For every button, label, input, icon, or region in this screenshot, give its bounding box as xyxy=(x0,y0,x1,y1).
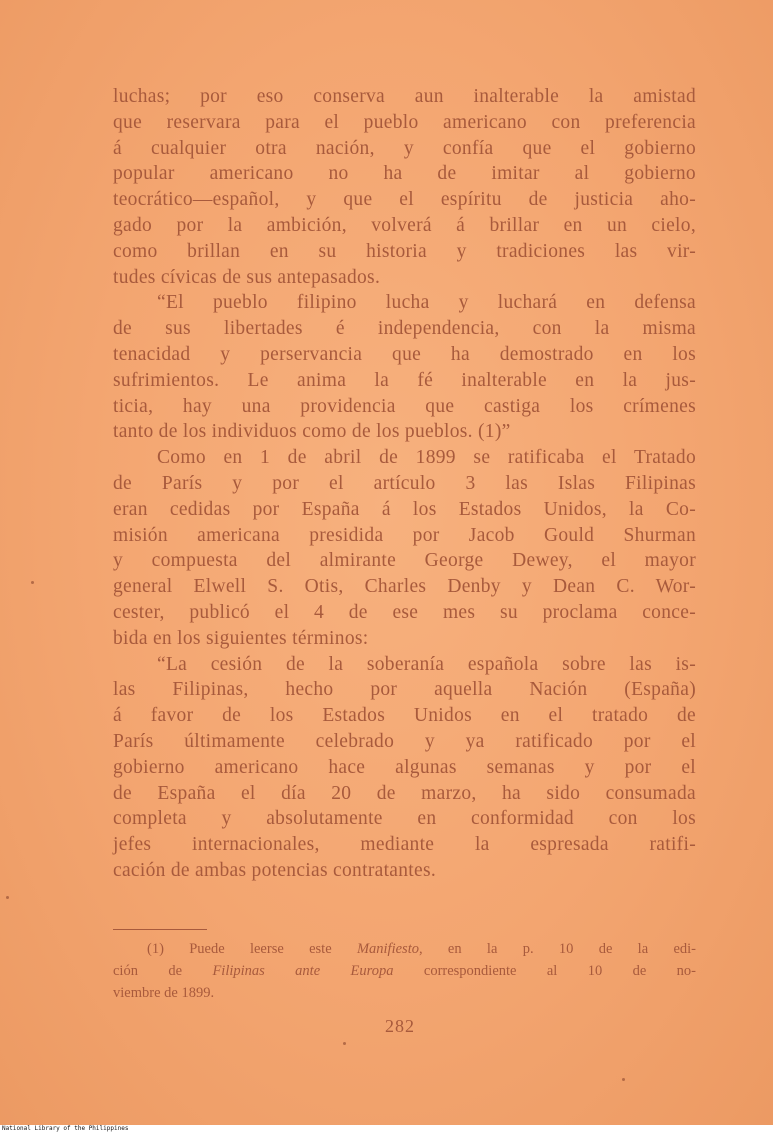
footnote-text: , en la p. 10 de la edi- xyxy=(418,941,697,957)
footnote-line: viembre de 1899. xyxy=(113,985,215,1001)
text-line: jefes internacionales, mediante la espresada ratifi- xyxy=(113,834,696,856)
footnote-line xyxy=(113,960,696,982)
page-number: 282 xyxy=(385,1016,415,1036)
scan-speck xyxy=(31,581,34,584)
text-line: tenacidad y perservancia que ha demostrado en los xyxy=(113,343,696,365)
text-line: sufrimientos. Le anima la fé inalterable en la jus- xyxy=(113,369,696,391)
body-text xyxy=(113,84,696,884)
text-line: bida en los siguientes términos: xyxy=(113,627,369,649)
text-line: completa y absolutamente en conformidad con los xyxy=(113,808,696,830)
library-watermark: National Library of the Philippines xyxy=(2,1125,129,1132)
paragraph-2 xyxy=(113,290,696,445)
paragraph-4 xyxy=(113,652,696,884)
footnote-italic-title: Manifiesto xyxy=(356,941,419,957)
scan-speck xyxy=(6,896,9,899)
text-line: de París y por el artículo 3 las Islas Filipinas xyxy=(113,472,696,494)
footnote-line xyxy=(113,938,696,960)
footnote-text: (1) Puede leerse este xyxy=(147,941,332,957)
text-line: gado por la ambición, volverá á brillar en un cielo, xyxy=(113,214,696,236)
text-line: las Filipinas, hecho por aquella Nación (España) xyxy=(113,679,696,701)
text-line: gobierno americano hace algunas semanas y por el xyxy=(113,756,696,778)
text-line: general Elwell S. Otis, Charles Denby y Dean C. Wor- xyxy=(113,576,696,598)
text-line: como brillan en su historia y tradiciones las vir- xyxy=(113,240,696,262)
text-line: teocrático—español, y que el espíritu de justicia aho- xyxy=(113,189,696,211)
text-line: ticia, hay una providencia que castiga los crímenes xyxy=(113,395,696,417)
text-line: luchas; por eso conserva aun inalterable la amistad xyxy=(113,86,696,107)
text-line: á favor de los Estados Unidos en el tratado de xyxy=(113,705,696,727)
footnote-italic-title: Filipinas ante Europa xyxy=(212,963,394,979)
text-line: Como en 1 de abril de 1899 se ratificaba el Tratado xyxy=(157,447,696,469)
scan-speck xyxy=(622,1078,625,1081)
text-line: que reservara para el pueblo americano con preferencia xyxy=(113,111,696,133)
text-line: “El pueblo filipino lucha y luchará en defensa xyxy=(157,292,696,314)
footnote-text: ción de xyxy=(113,963,183,979)
text-line: popular americano no ha de imitar al gobierno xyxy=(113,163,696,185)
text-line: cester, publicó el 4 de ese mes su proclama conce- xyxy=(113,601,696,623)
text-line: “La cesión de la soberanía española sobre las is- xyxy=(157,653,696,675)
text-line: eran cedidas por España á los Estados Unidos, la Co- xyxy=(113,498,696,520)
paragraph-1 xyxy=(113,84,696,290)
footnote xyxy=(113,938,696,1004)
text-line: París últimamente celebrado y ya ratificado por el xyxy=(113,730,696,752)
paragraph-3 xyxy=(113,445,696,651)
scan-speck xyxy=(343,1042,346,1045)
footnote-text: correspondiente al 10 de no- xyxy=(423,963,697,979)
footnote-divider xyxy=(113,929,207,930)
text-line: cación de ambas potencias contratantes. xyxy=(113,859,437,881)
text-line: y compuesta del almirante George Dewey, el mayor xyxy=(113,550,696,572)
text-line: tanto de los individuos como de los pueblos. (1)” xyxy=(113,421,511,443)
text-line: de España el día 20 de marzo, ha sido consumada xyxy=(113,782,696,804)
text-line: tudes cívicas de sus antepasados. xyxy=(113,266,381,288)
text-line: á cualquier otra nación, y confía que el gobierno xyxy=(113,137,696,159)
text-line: misión americana presidida por Jacob Gould Shurman xyxy=(113,524,696,546)
text-line: de sus libertades é independencia, con la misma xyxy=(113,318,696,340)
